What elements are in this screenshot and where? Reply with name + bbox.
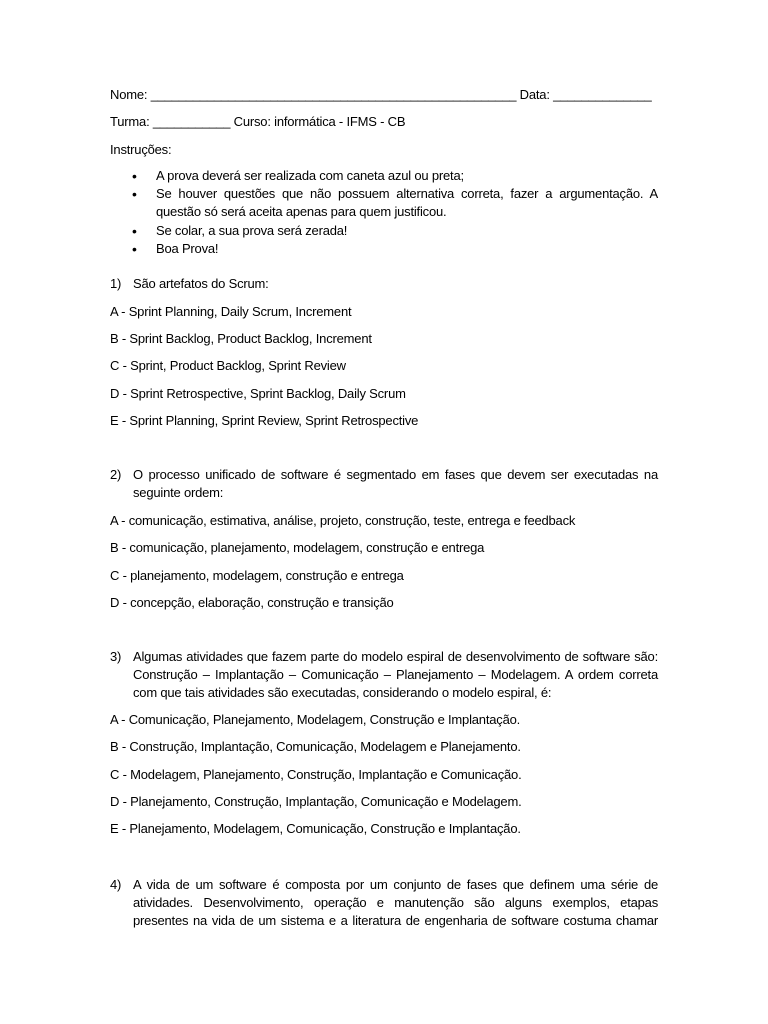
option-item: D - Planejamento, Construção, Implantação, Comunicação e Modelagem. (110, 794, 522, 809)
instruction-item: • Se houver questões que não possuem alternativa correta, fazer a argumentação. A questão só será aceita apenas para quem justificou. (132, 186, 658, 219)
class-course-line: Turma: ___________ Curso: informática - IFMS - CB (110, 114, 406, 129)
option-item: A - comunicação, estimativa, análise, projeto, construção, teste, entrega e feedback (110, 513, 576, 528)
bullet-icon: • (132, 223, 137, 239)
instructions-title: Instruções: (110, 142, 172, 157)
option-item: B - Construção, Implantação, Comunicação, Modelagem e Planejamento. (110, 739, 521, 754)
question-text: Algumas atividades que fazem parte do modelo espiral de desenvolvimento de software são: Construção – Implantação – Comunicação – Planejamento – Modelagem. A ordem correta com que tais atividades são executadas, considerando o modelo espiral, é: (133, 649, 658, 700)
question-4 (110, 876, 658, 930)
option-item: D - concepção, elaboração, construção e transição (110, 595, 394, 610)
bullet-icon: • (132, 186, 137, 202)
question-text: São artefatos do Scrum: (133, 276, 269, 291)
instruction-item: • Se colar, a sua prova será zerada! (132, 223, 348, 239)
question-number: 1) (110, 276, 122, 291)
question-3 (110, 648, 658, 702)
instruction-item: • A prova deverá ser realizada com caneta azul ou preta; (132, 168, 464, 184)
option-item: C - Modelagem, Planejamento, Construção, Implantação e Comunicação. (110, 767, 522, 782)
question-number: 4) (110, 877, 122, 892)
option-item: B - Sprint Backlog, Product Backlog, Increment (110, 331, 372, 346)
option-item: A - Comunicação, Planejamento, Modelagem, Construção e Implantação. (110, 712, 521, 727)
question-number: 2) (110, 467, 122, 482)
bullet-icon: • (132, 168, 137, 184)
option-item: E - Planejamento, Modelagem, Comunicação, Construção e Implantação. (110, 821, 521, 836)
option-item: E - Sprint Planning, Sprint Review, Sprint Retrospective (110, 413, 419, 428)
name-date-line: Nome: ____________________________________________________ Data: ______________ (110, 87, 652, 102)
question-number: 3) (110, 649, 122, 664)
question-text: O processo unificado de software é segmentado em fases que devem ser executadas na seguinte ordem: (133, 467, 658, 500)
option-item: B - comunicação, planejamento, modelagem, construção e entrega (110, 540, 485, 555)
option-item: D - Sprint Retrospective, Sprint Backlog, Daily Scrum (110, 386, 406, 401)
option-item: A - Sprint Planning, Daily Scrum, Increment (110, 304, 352, 319)
question-1 (110, 275, 658, 293)
bullet-icon: • (132, 241, 137, 257)
question-2 (110, 466, 658, 502)
question-text: A vida de um software é composta por um conjunto de fases que definem uma série de atividades. Desenvolvimento, operação e manutenção são alguns exemplos, etapas presentes na vida de um sistema e a literatura de engenharia de software costuma chamar (133, 877, 658, 928)
instruction-item: • Boa Prova! (132, 241, 219, 257)
option-item: C - planejamento, modelagem, construção e entrega (110, 568, 404, 583)
option-item: C - Sprint, Product Backlog, Sprint Review (110, 358, 346, 373)
